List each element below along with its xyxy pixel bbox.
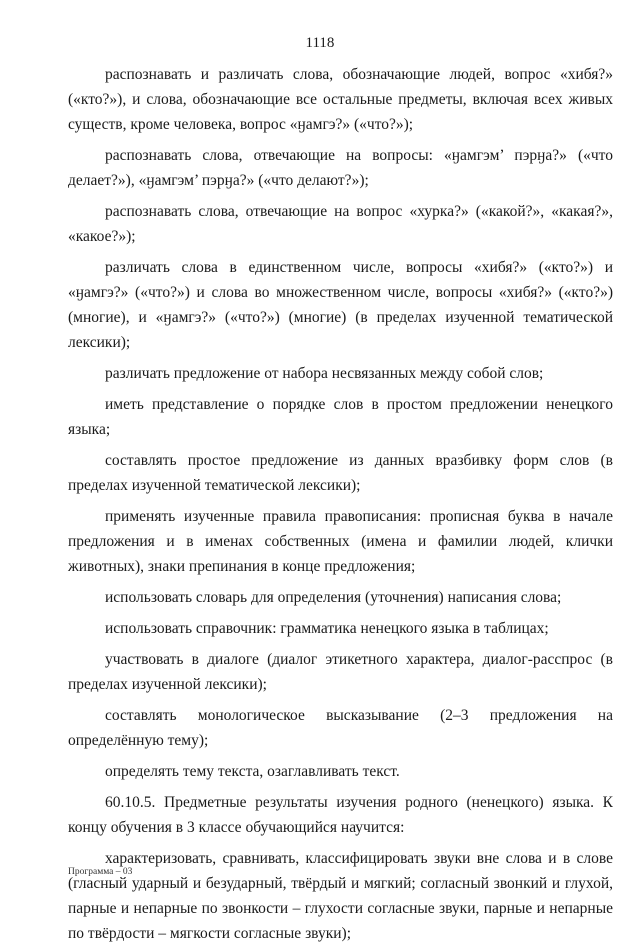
section-heading-paragraph: 60.10.5. Предметные результаты изучения родного (ненецкого) языка. К концу обучения в 3 классе обучающийся научится: [68, 794, 613, 836]
page-number: 1118 [305, 35, 335, 51]
paragraph: распознавать и различать слова, обозначающие людей, вопрос «хибя?» («кто?»), и слова, обозначающие все остальные предметы, включая всех живых существ, кроме человека, вопрос «ӈамгэ?» («что?»); [68, 66, 613, 133]
paragraph: различать слова в единственном числе, вопросы «хибя?» («кто?») и «ӈамгэ?» («что?») и слова во множественном числе, вопросы «хибя?» («кто?») (многие), и «ӈамгэ?» («что?») (многие) (в пределах изученной тематической лексики); [68, 259, 613, 351]
paragraph: применять изученные правила правописания: прописная буква в начале предложения и в именах собственных (имена и фамилии людей, клички животных), знаки препинания в конце предложения; [68, 508, 613, 575]
paragraph: иметь представление о порядке слов в простом предложении ненецкого языка; [68, 396, 613, 438]
page-footer: Программа – 03 [68, 867, 133, 877]
paragraph: различать предложение от набора несвязанных между собой слов; [105, 365, 544, 382]
paragraph: характеризовать, сравнивать, классифицировать звуки вне слова и в слове (гласный ударный и безударный, твёрдый и мягкий; согласный звонкий и глухой, парные и непарные по звонкости – глухости согласные звуки, парные и непарные по твёрдости – мягкости согласные звуки); [68, 850, 613, 942]
paragraph: составлять монологическое высказывание (2–3 предложения на определённую тему); [68, 707, 613, 749]
paragraph: распознавать слова, отвечающие на вопрос «хурка?» («какой?», «какая?», «какое?»); [68, 203, 613, 245]
paragraph: участвовать в диалоге (диалог этикетного характера, диалог-расспрос (в пределах изученной лексики); [68, 651, 613, 693]
paragraph: использовать словарь для определения (уточнения) написания слова; [105, 589, 562, 606]
paragraph: определять тему текста, озаглавливать текст. [105, 763, 400, 780]
paragraph: составлять простое предложение из данных вразбивку форм слов (в пределах изученной тематической лексики); [68, 452, 613, 494]
paragraph: распознавать слова, отвечающие на вопросы: «ӈамгэм’ пэрӈа?» («что делает?»), «ӈамгэм’ пэрӈа?» («что делают?»); [68, 147, 613, 189]
document-body [68, 62, 613, 952]
paragraph: использовать справочник: грамматика ненецкого языка в таблицах; [105, 620, 549, 637]
